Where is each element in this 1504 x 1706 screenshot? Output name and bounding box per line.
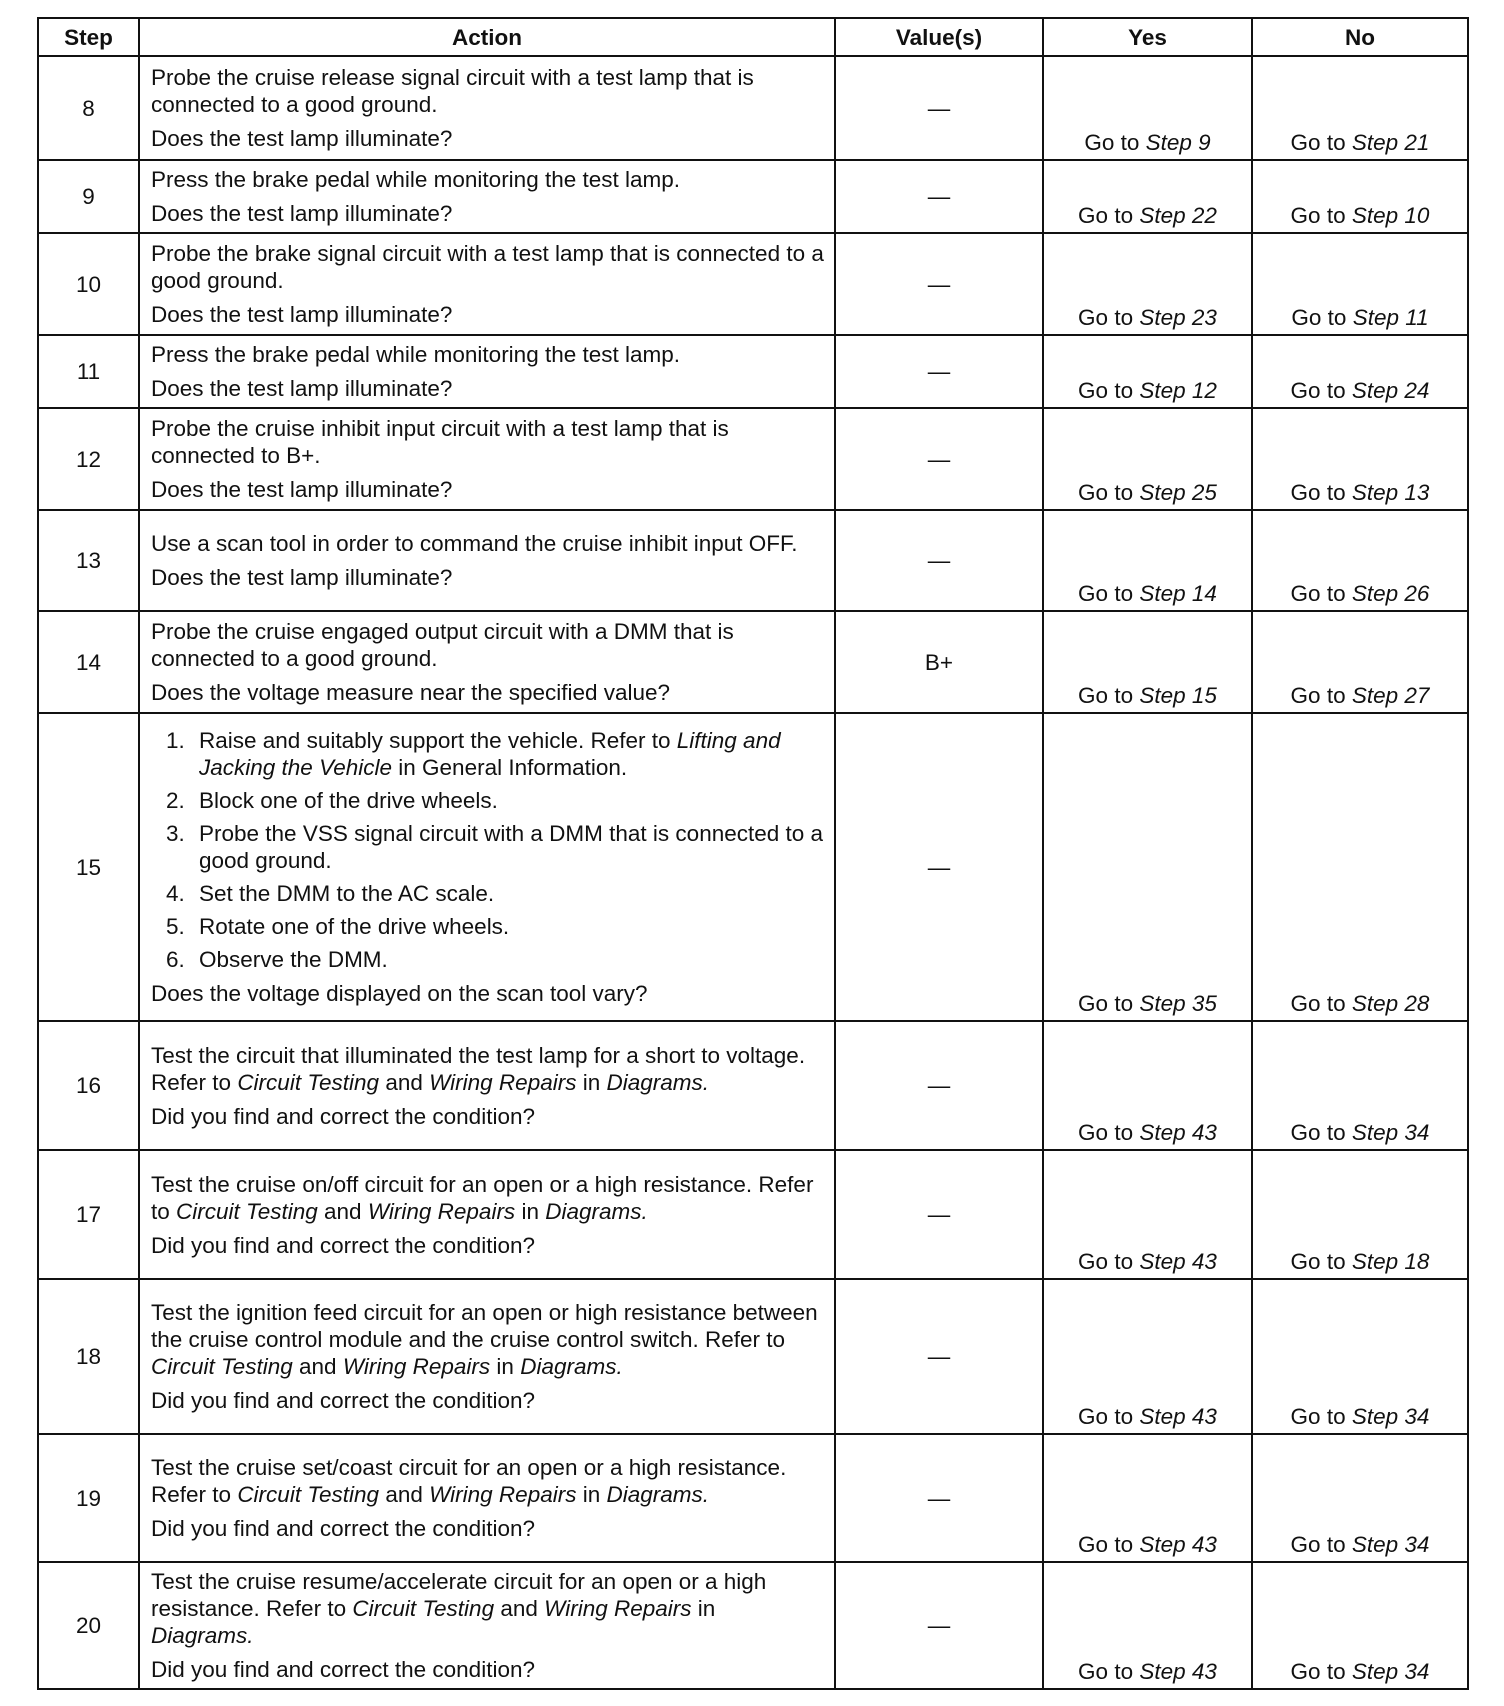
step-word: Step	[1139, 305, 1186, 330]
step-target: 21	[1404, 130, 1430, 155]
action-question: Does the test lamp illuminate?	[151, 565, 453, 590]
procedure-list	[151, 727, 824, 973]
action-text	[151, 1568, 824, 1649]
no-cell	[1252, 408, 1468, 510]
action-cell	[139, 1562, 835, 1689]
procedure-item	[191, 727, 824, 781]
yes-cell	[1043, 408, 1252, 510]
step-number: 8	[38, 56, 139, 160]
table-row	[38, 713, 1468, 1021]
step-number: 11	[38, 335, 139, 408]
no-cell	[1252, 1150, 1468, 1279]
step-number: 16	[38, 1021, 139, 1150]
instruction: Press the brake pedal while monitoring the test lamp.	[151, 167, 681, 192]
value-cell: —	[835, 408, 1043, 510]
reference-wiring-repairs: Wiring Repairs	[544, 1596, 692, 1621]
value-cell: —	[835, 335, 1043, 408]
go-to-step-yes-link[interactable]	[1139, 203, 1217, 228]
no-cell	[1252, 1279, 1468, 1434]
step-word: Step	[1352, 305, 1399, 330]
reference-wiring-repairs: Wiring Repairs	[342, 1354, 491, 1379]
header-action: Action	[139, 18, 835, 56]
item-text: Raise and suitably support the vehicle. Refer to	[199, 728, 677, 753]
step-word: Step	[1351, 683, 1399, 708]
action-cell	[139, 1150, 835, 1279]
yes-cell	[1043, 56, 1252, 160]
table-row	[38, 1150, 1468, 1279]
item-text: Rotate one of the drive wheels.	[199, 914, 510, 939]
header-values: Value(s)	[835, 18, 1043, 56]
value-cell: —	[835, 56, 1043, 160]
diagnostic-table	[37, 17, 1469, 1690]
go-to-text: Go to	[1290, 991, 1346, 1016]
go-to-text: Go to	[1290, 683, 1346, 708]
step-number: 12	[38, 408, 139, 510]
action-cell	[139, 1279, 835, 1434]
item-text: Set the DMM to the AC scale.	[199, 881, 495, 906]
action-text	[151, 1454, 824, 1508]
text: and	[500, 1596, 538, 1621]
step-word: Step	[1139, 378, 1186, 403]
header-yes: Yes	[1043, 18, 1252, 56]
value-cell: —	[835, 713, 1043, 1021]
go-to-text: Go to	[1078, 378, 1134, 403]
step-target: 28	[1404, 991, 1430, 1016]
yes-cell	[1043, 510, 1252, 611]
step-number: 17	[38, 1150, 139, 1279]
step-target: 43	[1191, 1532, 1217, 1557]
step-word: Step	[1139, 1532, 1186, 1557]
step-target: 9	[1198, 130, 1211, 155]
item-text: Observe the DMM.	[199, 947, 388, 972]
go-to-step-no-link[interactable]	[1352, 1249, 1430, 1274]
go-to-text: Go to	[1078, 1404, 1134, 1429]
reference-diagrams: Diagrams.	[520, 1354, 623, 1379]
text: in	[582, 1482, 601, 1507]
table-row	[38, 408, 1468, 510]
instruction: Test the circuit that illuminated the test lamp for a short to voltage. Refer to	[151, 1042, 806, 1095]
yes-cell	[1043, 1150, 1252, 1279]
step-word: Step	[1139, 480, 1186, 505]
no-cell	[1252, 56, 1468, 160]
step-word: Step	[1351, 1120, 1399, 1145]
go-to-text: Go to	[1084, 130, 1140, 155]
header-step: Step	[38, 18, 139, 56]
go-to-text: Go to	[1078, 683, 1134, 708]
step-target: 34	[1404, 1120, 1430, 1145]
no-cell	[1252, 1434, 1468, 1562]
step-number: 14	[38, 611, 139, 713]
action-cell	[139, 233, 835, 335]
step-target: 14	[1191, 581, 1217, 606]
action-text	[151, 341, 824, 368]
go-to-text: Go to	[1290, 581, 1346, 606]
action-text	[151, 240, 824, 294]
go-to-step-yes-link[interactable]	[1139, 1659, 1217, 1684]
go-to-step-no-link[interactable]	[1352, 1532, 1430, 1557]
go-to-text: Go to	[1078, 1249, 1134, 1274]
yes-cell	[1043, 713, 1252, 1021]
step-number: 13	[38, 510, 139, 611]
step-number: 9	[38, 160, 139, 233]
value-cell: —	[835, 1562, 1043, 1689]
go-to-step-no-link[interactable]	[1352, 480, 1430, 505]
action-text	[151, 166, 824, 193]
go-to-step-no-link[interactable]	[1352, 683, 1430, 708]
procedure-item	[191, 946, 824, 973]
go-to-text: Go to	[1291, 305, 1347, 330]
go-to-text: Go to	[1078, 203, 1134, 228]
reference-circuit-testing: Circuit Testing	[352, 1596, 495, 1621]
value-cell: B+	[835, 611, 1043, 713]
action-question: Does the test lamp illuminate?	[151, 477, 453, 502]
action-question: Does the voltage displayed on the scan tool vary?	[151, 981, 648, 1006]
step-word: Step	[1351, 203, 1399, 228]
no-cell	[1252, 233, 1468, 335]
step-word: Step	[1351, 1532, 1399, 1557]
step-target: 34	[1404, 1404, 1430, 1429]
reference-circuit-testing: Circuit Testing	[151, 1354, 293, 1379]
step-target: 43	[1191, 1249, 1217, 1274]
go-to-step-no-link[interactable]	[1352, 991, 1430, 1016]
text: and	[324, 1198, 362, 1224]
instruction: Probe the cruise inhibit input circuit with a test lamp that is connected to B+.	[151, 416, 729, 468]
go-to-step-no-link[interactable]	[1353, 305, 1429, 330]
value-cell: —	[835, 1021, 1043, 1150]
step-word: Step	[1351, 130, 1399, 155]
reference-wiring-repairs: Wiring Repairs	[367, 1198, 516, 1224]
go-to-text: Go to	[1078, 480, 1134, 505]
text: in	[582, 1069, 601, 1095]
go-to-step-yes-link[interactable]	[1139, 305, 1217, 330]
table-row	[38, 1562, 1468, 1689]
header-row	[38, 18, 1468, 56]
go-to-step-no-link[interactable]	[1352, 1120, 1430, 1145]
action-cell	[139, 611, 835, 713]
go-to-step-yes-link[interactable]	[1139, 1404, 1217, 1429]
step-word: Step	[1351, 480, 1399, 505]
no-cell	[1252, 510, 1468, 611]
reference-wiring-repairs: Wiring Repairs	[429, 1482, 577, 1507]
step-word: Step	[1139, 1249, 1186, 1274]
no-cell	[1252, 335, 1468, 408]
action-question: Did you find and correct the condition?	[151, 1516, 535, 1541]
text: in	[496, 1354, 514, 1379]
go-to-text: Go to	[1290, 480, 1346, 505]
step-target: 43	[1191, 1120, 1217, 1145]
step-word: Step	[1139, 683, 1186, 708]
step-number: 18	[38, 1279, 139, 1434]
step-target: 34	[1404, 1659, 1430, 1684]
instruction: Test the cruise resume/accelerate circuit for an open or a high resistance. Refer to	[151, 1569, 767, 1621]
go-to-text: Go to	[1290, 1532, 1346, 1557]
table-row	[38, 611, 1468, 713]
action-question: Does the test lamp illuminate?	[151, 126, 453, 151]
step-target: 10	[1404, 203, 1430, 228]
step-word: Step	[1351, 991, 1399, 1016]
value-cell: —	[835, 160, 1043, 233]
reference-diagrams: Diagrams.	[606, 1069, 710, 1095]
step-target: 24	[1404, 378, 1430, 403]
action-text	[151, 1042, 824, 1096]
instruction: Test the ignition feed circuit for an open or high resistance between the cruise control module and the cruise control switch. Refer to	[151, 1300, 818, 1352]
table-row	[38, 1434, 1468, 1562]
step-word: Step	[1139, 1404, 1186, 1429]
instruction: Test the cruise set/coast circuit for an open or a high resistance. Refer to	[151, 1455, 787, 1507]
step-number: 10	[38, 233, 139, 335]
table-row	[38, 510, 1468, 611]
step-target: 15	[1191, 683, 1217, 708]
step-word: Step	[1351, 1249, 1399, 1274]
action-cell	[139, 510, 835, 611]
go-to-text: Go to	[1290, 1404, 1346, 1429]
go-to-text: Go to	[1078, 1532, 1134, 1557]
table-row	[38, 160, 1468, 233]
step-target: 43	[1191, 1659, 1217, 1684]
go-to-step-yes-link[interactable]	[1139, 378, 1217, 403]
go-to-step-yes-link[interactable]	[1139, 683, 1217, 708]
text: and	[385, 1482, 423, 1507]
go-to-step-yes-link[interactable]	[1139, 581, 1217, 606]
text: in	[521, 1198, 539, 1224]
value-cell: —	[835, 510, 1043, 611]
instruction: Probe the cruise engaged output circuit with a DMM that is connected to a good ground.	[151, 619, 734, 671]
go-to-step-yes-link[interactable]	[1146, 130, 1211, 155]
action-text	[151, 1171, 824, 1225]
step-target: 34	[1404, 1532, 1430, 1557]
step-target: 35	[1191, 991, 1217, 1016]
step-word: Step	[1145, 130, 1192, 155]
step-word: Step	[1351, 1404, 1399, 1429]
action-cell	[139, 408, 835, 510]
step-target: 22	[1191, 203, 1217, 228]
step-target: 18	[1404, 1249, 1430, 1274]
instruction: Probe the cruise release signal circuit with a test lamp that is connected to a good ground.	[151, 65, 754, 117]
go-to-step-no-link[interactable]	[1352, 130, 1430, 155]
step-number: 15	[38, 713, 139, 1021]
procedure-item	[191, 913, 824, 940]
item-text: Probe the VSS signal circuit with a DMM that is connected to a good ground.	[199, 821, 824, 873]
step-target: 12	[1191, 378, 1217, 403]
go-to-step-no-link[interactable]	[1352, 203, 1430, 228]
yes-cell	[1043, 1279, 1252, 1434]
go-to-step-yes-link[interactable]	[1139, 1120, 1217, 1145]
table-row	[38, 233, 1468, 335]
go-to-text: Go to	[1078, 305, 1134, 330]
go-to-text: Go to	[1290, 203, 1346, 228]
action-text	[151, 618, 824, 672]
step-target: 23	[1191, 305, 1217, 330]
no-cell	[1252, 1021, 1468, 1150]
step-target: 43	[1191, 1404, 1217, 1429]
go-to-text: Go to	[1290, 1659, 1346, 1684]
reference-diagrams: Diagrams.	[545, 1198, 648, 1224]
step-word: Step	[1139, 581, 1186, 606]
go-to-text: Go to	[1078, 991, 1134, 1016]
step-target: 11	[1405, 305, 1429, 330]
go-to-step-no-link[interactable]	[1352, 378, 1430, 403]
action-cell	[139, 1434, 835, 1562]
value-cell: —	[835, 1279, 1043, 1434]
text: and	[299, 1354, 337, 1379]
action-text	[151, 1299, 824, 1380]
go-to-step-yes-link[interactable]	[1139, 1249, 1217, 1274]
text: in	[697, 1596, 716, 1621]
table-row	[38, 335, 1468, 408]
instruction: Press the brake pedal while monitoring the test lamp.	[151, 342, 681, 367]
action-text	[151, 415, 824, 469]
value-cell: —	[835, 1434, 1043, 1562]
go-to-text: Go to	[1290, 130, 1346, 155]
action-cell	[139, 1021, 835, 1150]
step-target: 13	[1404, 480, 1430, 505]
reference-circuit-testing: Circuit Testing	[237, 1482, 380, 1507]
action-cell	[139, 335, 835, 408]
yes-cell	[1043, 160, 1252, 233]
go-to-text: Go to	[1290, 1249, 1346, 1274]
step-number: 20	[38, 1562, 139, 1689]
go-to-text: Go to	[1290, 1120, 1346, 1145]
step-target: 27	[1404, 683, 1430, 708]
yes-cell	[1043, 1562, 1252, 1689]
action-question: Did you find and correct the condition?	[151, 1232, 535, 1258]
action-question: Does the test lamp illuminate?	[151, 302, 453, 327]
action-text	[151, 64, 824, 118]
no-cell	[1252, 713, 1468, 1021]
reference-wiring-repairs: Wiring Repairs	[429, 1069, 577, 1095]
action-question: Did you find and correct the condition?	[151, 1103, 535, 1129]
header-no: No	[1252, 18, 1468, 56]
procedure-item	[191, 820, 824, 874]
instruction: Use a scan tool in order to command the cruise inhibit input OFF.	[151, 531, 798, 556]
action-question: Did you find and correct the condition?	[151, 1388, 535, 1413]
go-to-text: Go to	[1078, 1659, 1134, 1684]
step-word: Step	[1351, 378, 1399, 403]
table-row	[38, 56, 1468, 160]
action-question: Did you find and correct the condition?	[151, 1657, 535, 1682]
procedure-item	[191, 880, 824, 907]
procedure-item	[191, 787, 824, 814]
action-cell	[139, 713, 835, 1021]
go-to-text: Go to	[1078, 581, 1134, 606]
reference-diagrams: Diagrams.	[151, 1623, 254, 1648]
yes-cell	[1043, 233, 1252, 335]
step-target: 26	[1404, 581, 1430, 606]
reference-diagrams: Diagrams.	[606, 1482, 710, 1507]
reference-circuit-testing: Circuit Testing	[176, 1198, 318, 1224]
value-cell: —	[835, 1150, 1043, 1279]
instruction: Test the cruise on/off circuit for an open or a high resistance. Refer to	[151, 1171, 814, 1224]
yes-cell	[1043, 1021, 1252, 1150]
no-cell	[1252, 611, 1468, 713]
go-to-step-no-link[interactable]	[1352, 581, 1430, 606]
yes-cell	[1043, 1434, 1252, 1562]
yes-cell	[1043, 611, 1252, 713]
go-to-step-no-link[interactable]	[1352, 1404, 1430, 1429]
item-text: Block one of the drive wheels.	[199, 788, 498, 813]
item-text: in General Information.	[392, 755, 628, 780]
no-cell	[1252, 160, 1468, 233]
instruction: Probe the brake signal circuit with a test lamp that is connected to a good ground.	[151, 241, 824, 293]
step-word: Step	[1351, 581, 1399, 606]
go-to-text: Go to	[1290, 378, 1346, 403]
action-question: Does the test lamp illuminate?	[151, 376, 453, 401]
text: and	[385, 1069, 423, 1095]
action-question: Does the voltage measure near the specified value?	[151, 680, 671, 705]
go-to-step-yes-link[interactable]	[1139, 1532, 1217, 1557]
value-cell: —	[835, 233, 1043, 335]
action-text	[151, 530, 824, 557]
no-cell	[1252, 1562, 1468, 1689]
go-to-step-yes-link[interactable]	[1139, 480, 1217, 505]
table-row	[38, 1279, 1468, 1434]
item-reference: Lifting and Jacking the Vehicle	[199, 728, 781, 780]
step-word: Step	[1351, 1659, 1399, 1684]
action-cell	[139, 160, 835, 233]
step-target: 25	[1191, 480, 1217, 505]
go-to-text: Go to	[1078, 1120, 1134, 1145]
step-word: Step	[1139, 991, 1186, 1016]
step-number: 19	[38, 1434, 139, 1562]
go-to-step-no-link[interactable]	[1352, 1659, 1430, 1684]
yes-cell	[1043, 335, 1252, 408]
step-word: Step	[1139, 1659, 1186, 1684]
table-row	[38, 1021, 1468, 1150]
reference-circuit-testing: Circuit Testing	[237, 1069, 380, 1095]
go-to-step-yes-link[interactable]	[1139, 991, 1217, 1016]
action-question: Does the test lamp illuminate?	[151, 201, 453, 226]
step-word: Step	[1139, 203, 1186, 228]
step-word: Step	[1139, 1120, 1186, 1145]
action-cell	[139, 56, 835, 160]
